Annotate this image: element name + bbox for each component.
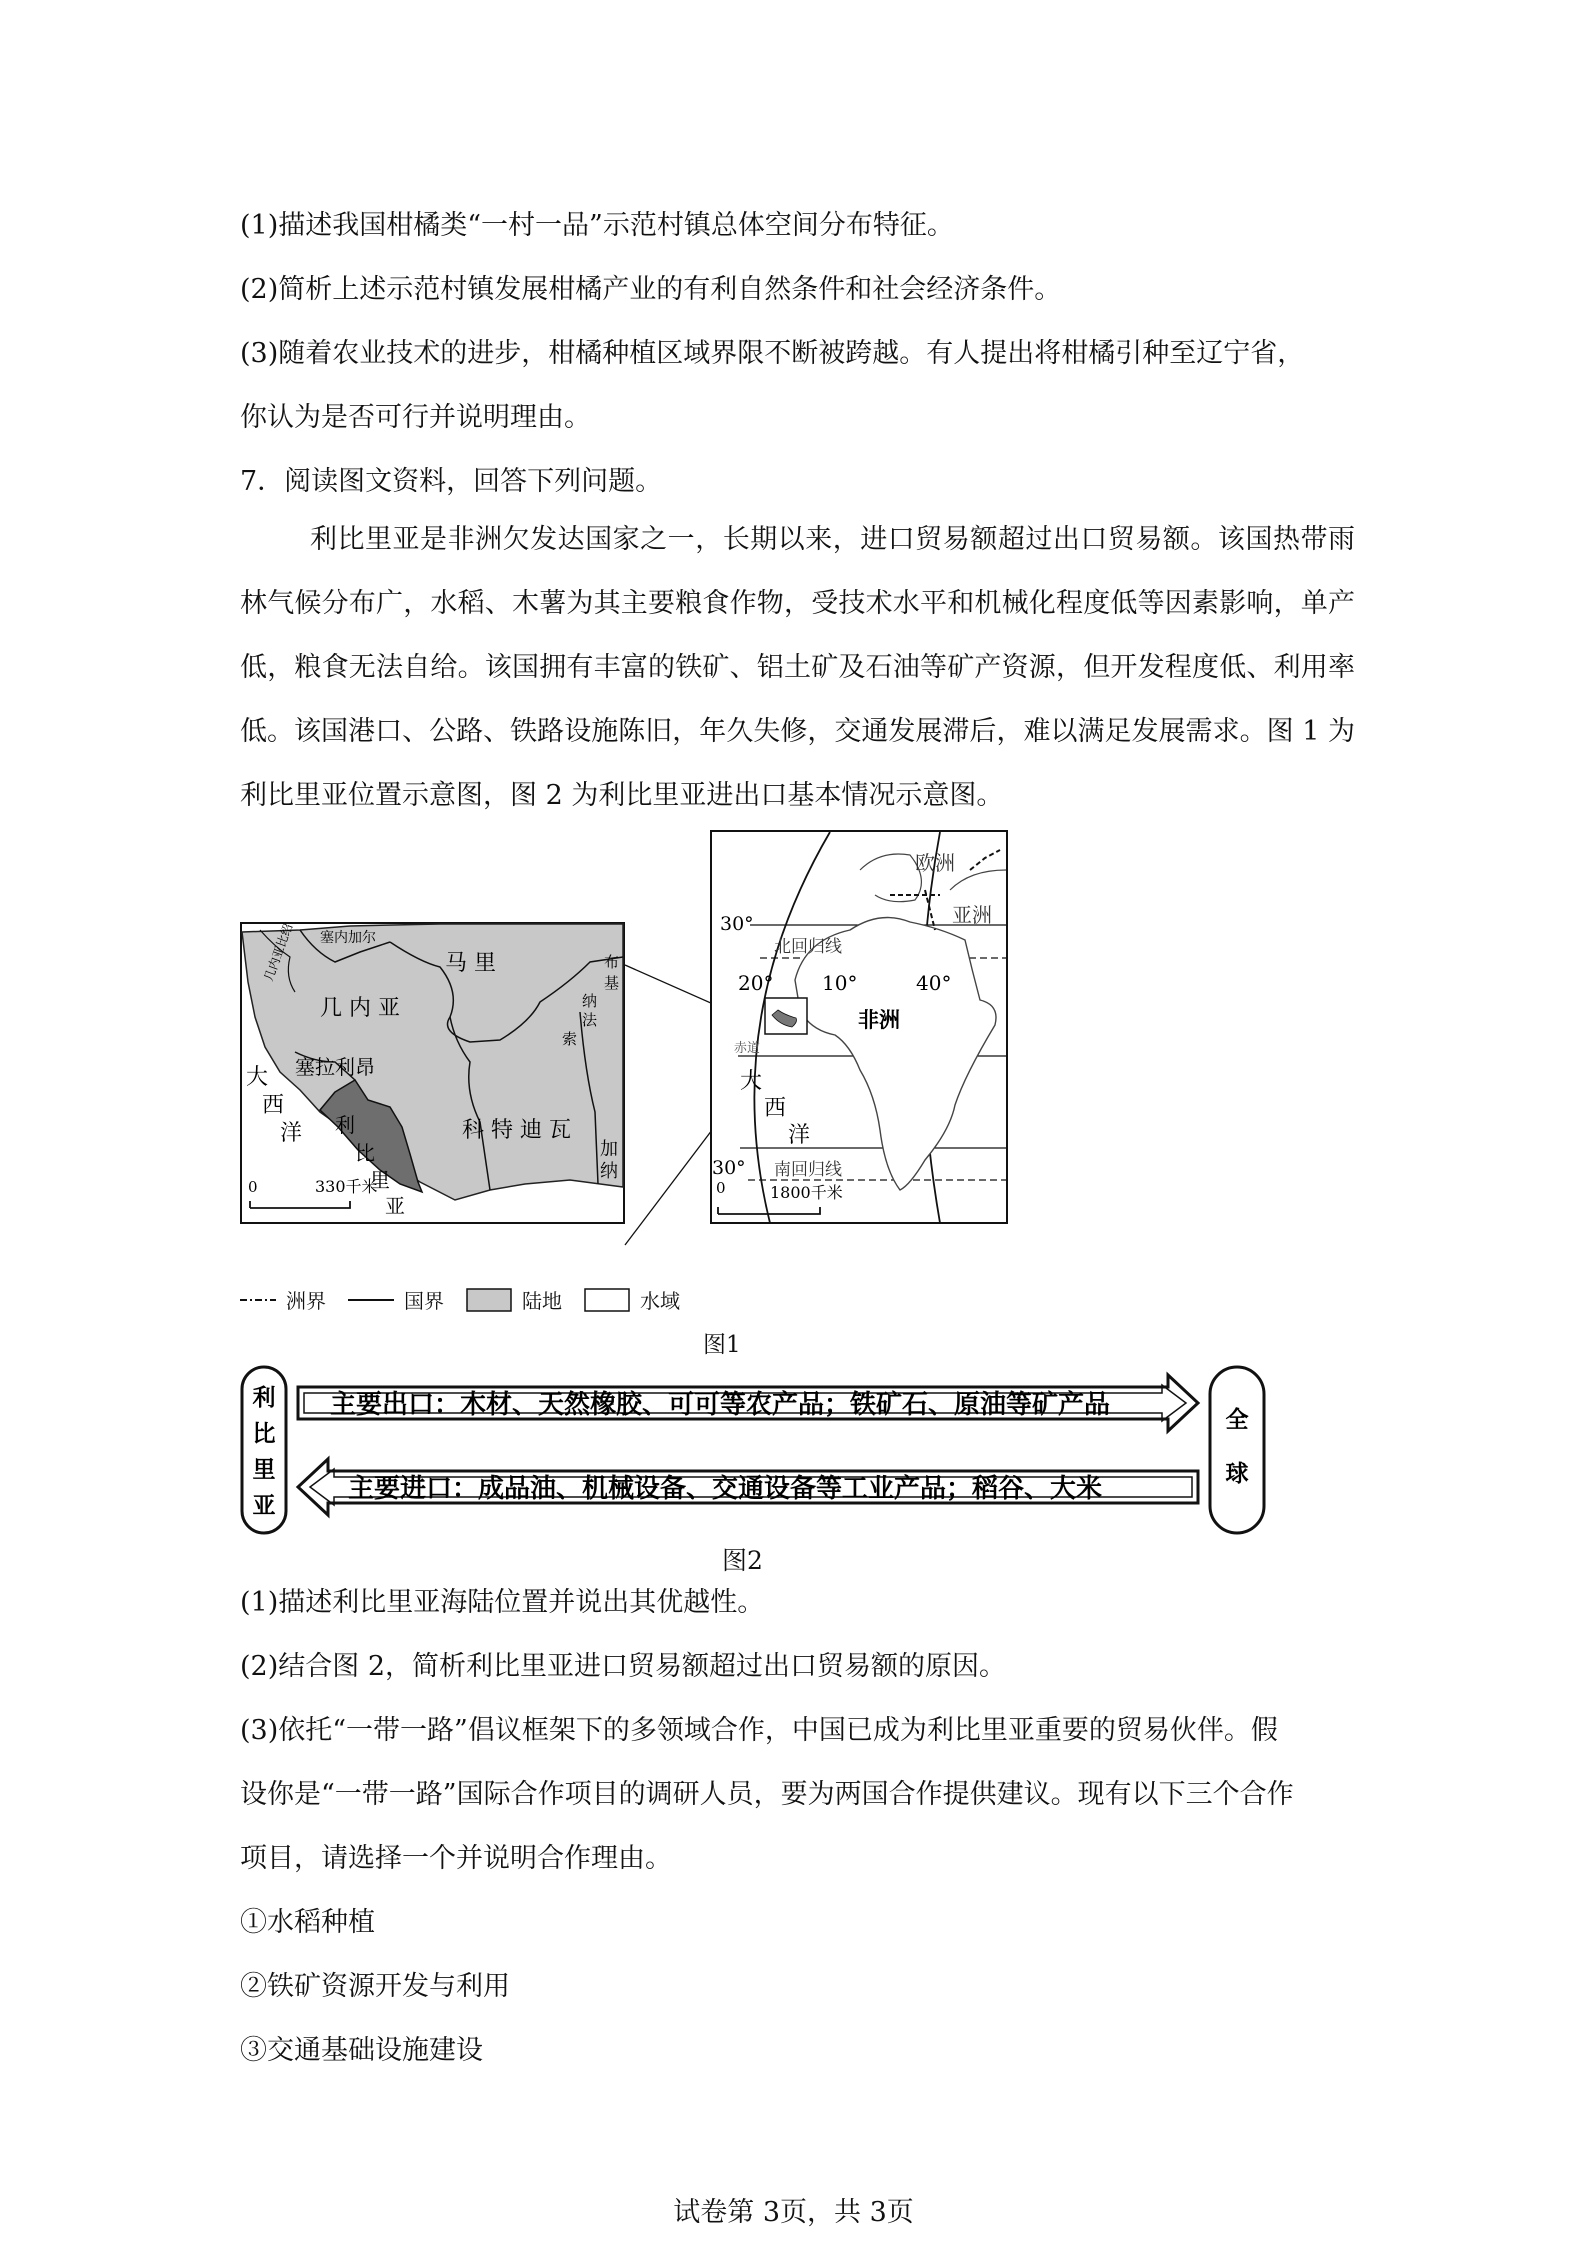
right-box-char-2: 球 bbox=[1225, 1461, 1249, 1487]
question-line: (3)随着农业技术的进步，柑橘种植区域界限不断被跨越。有人提出将柑橘引种至辽宁省， bbox=[240, 338, 1305, 369]
label-ocean-right-1: 大 bbox=[740, 1069, 763, 1094]
question-line: (1)描述利比里亚海陆位置并说出其优越性。 bbox=[240, 1587, 765, 1618]
option-item: ③交通基础设施建设 bbox=[240, 2035, 483, 2066]
figure-1-caption: 图1 bbox=[703, 1332, 741, 1358]
label-guinea-bissau: 几内亚比绍 bbox=[261, 922, 296, 983]
label-tropic-south: 南回归线 bbox=[774, 1160, 842, 1180]
label-sierra-leone: 塞拉利昂 bbox=[295, 1055, 375, 1079]
import-text: 主要进口：成品油、机械设备、交通设备等工业产品；稻谷、大米 bbox=[348, 1474, 1103, 1504]
label-ocean-1: 大 bbox=[246, 1065, 269, 1090]
question-7-paragraph: 利比里亚是非洲欠发达国家之一，长期以来，进口贸易额超过出口贸易额。该国热带雨林气候分布广，水稻、木薯为其主要粮食作物，受技术水平和机械化程度低等因素影响，单产低，粮食无法自给。该国拥有丰富的铁矿、铝土矿及石油等矿产资源，但开发程度低、利用率低。该国港口、公路、铁路设施陈旧，年久失修，交通发展滞后，难以满足发展需求。图 1 为利比里亚位置示意图，图 2 为利比里亚进出口基本情况示意图。 bbox=[240, 524, 1355, 811]
label-equator: 赤道 bbox=[734, 1041, 761, 1056]
label-liberia-4: 亚 bbox=[385, 1194, 405, 1218]
label-burkina-5: 索 bbox=[562, 1030, 578, 1048]
label-burkina-4: 法 bbox=[582, 1011, 598, 1029]
label-africa: 非洲 bbox=[858, 1007, 900, 1032]
left-box-char-1: 利 bbox=[252, 1385, 276, 1411]
left-box-char-2: 比 bbox=[252, 1421, 276, 1447]
scale-zero-right: 0 bbox=[716, 1179, 726, 1197]
label-ghana-1: 加 bbox=[600, 1139, 618, 1160]
label-lon-40: 40° bbox=[916, 971, 952, 995]
africa-location-map bbox=[710, 830, 1008, 1225]
scale-zero: 0 bbox=[248, 1178, 258, 1196]
label-ocean-2: 西 bbox=[262, 1093, 285, 1118]
question-line: (2)简析上述示范村镇发展柑橘产业的有利自然条件和社会经济条件。 bbox=[240, 274, 1062, 305]
label-senegal: 塞内加尔 bbox=[320, 930, 376, 946]
legend-water: 水域 bbox=[640, 1289, 680, 1313]
liberia-regional-map bbox=[240, 922, 625, 1224]
legend-continent-border: 洲界 bbox=[286, 1289, 326, 1313]
question-7-title: 7．阅读图文资料，回答下列问题。 bbox=[240, 466, 663, 497]
export-text: 主要出口：木材、天然橡胶、可可等农产品；铁矿石、原油等矿产品 bbox=[330, 1390, 1111, 1420]
water-symbol bbox=[584, 1288, 630, 1312]
figure-2-caption: 图2 bbox=[722, 1546, 763, 1575]
label-cote-divoire: 科 特 迪 瓦 bbox=[462, 1118, 571, 1143]
label-liberia-2: 比 bbox=[355, 1141, 375, 1165]
label-ocean-3: 洋 bbox=[280, 1121, 303, 1146]
question-line: 你认为是否可行并说明理由。 bbox=[240, 402, 591, 433]
label-ocean-right-2: 西 bbox=[764, 1096, 787, 1121]
option-item: ②铁矿资源开发与利用 bbox=[240, 1971, 510, 2002]
label-lon-10: 10° bbox=[822, 971, 858, 995]
right-box-char-1: 全 bbox=[1225, 1407, 1249, 1433]
scale-label-right: 1800千米 bbox=[770, 1183, 843, 1202]
legend-national-border: 国界 bbox=[404, 1289, 444, 1313]
question-line: 项目，请选择一个并说明合作理由。 bbox=[240, 1843, 672, 1874]
option-item: ①水稻种植 bbox=[240, 1907, 375, 1938]
land-symbol bbox=[466, 1288, 512, 1312]
page-footer: 试卷第 3页，共 3页 bbox=[673, 2197, 914, 2228]
label-burkina-2: 基 bbox=[604, 974, 620, 992]
label-liberia-3: 里 bbox=[370, 1168, 390, 1192]
continent-border-symbol bbox=[240, 1295, 276, 1305]
question-line: (1)描述我国柑橘类“一村一品”示范村镇总体空间分布特征。 bbox=[240, 210, 954, 241]
label-europe: 欧洲 bbox=[915, 851, 955, 875]
label-lat-30s: 30° bbox=[712, 1157, 746, 1179]
scale-label: 330千米 bbox=[315, 1177, 378, 1196]
label-burkina-1: 布 bbox=[604, 953, 620, 971]
label-asia: 亚洲 bbox=[952, 903, 992, 927]
label-ghana-2: 纳 bbox=[600, 1161, 618, 1182]
label-ocean-right-3: 洋 bbox=[788, 1123, 811, 1148]
label-tropic-north: 北回归线 bbox=[774, 937, 842, 957]
label-guinea: 几 内 亚 bbox=[320, 996, 400, 1021]
legend-land: 陆地 bbox=[522, 1289, 562, 1313]
trade-diagram bbox=[240, 1365, 1270, 1535]
left-box-char-3: 里 bbox=[252, 1457, 276, 1483]
national-border-symbol bbox=[348, 1295, 394, 1305]
question-line: 设你是“一带一路”国际合作项目的调研人员，要为两国合作提供建议。现有以下三个合作 bbox=[240, 1779, 1294, 1810]
label-liberia-1: 利 bbox=[335, 1113, 355, 1137]
question-line: (2)结合图 2，简析利比里亚进口贸易额超过出口贸易额的原因。 bbox=[240, 1651, 1007, 1682]
label-lon-20: 20° bbox=[738, 971, 774, 995]
map-legend bbox=[240, 1285, 680, 1314]
question-line: (3)依托“一带一路”倡议框架下的多领域合作，中国已成为利比里亚重要的贸易伙伴。假 bbox=[240, 1715, 1278, 1746]
left-box-char-4: 亚 bbox=[252, 1493, 276, 1519]
label-burkina-3: 纳 bbox=[582, 992, 598, 1010]
label-mali: 马 里 bbox=[445, 951, 496, 976]
label-lat-30n: 30° bbox=[720, 913, 754, 935]
